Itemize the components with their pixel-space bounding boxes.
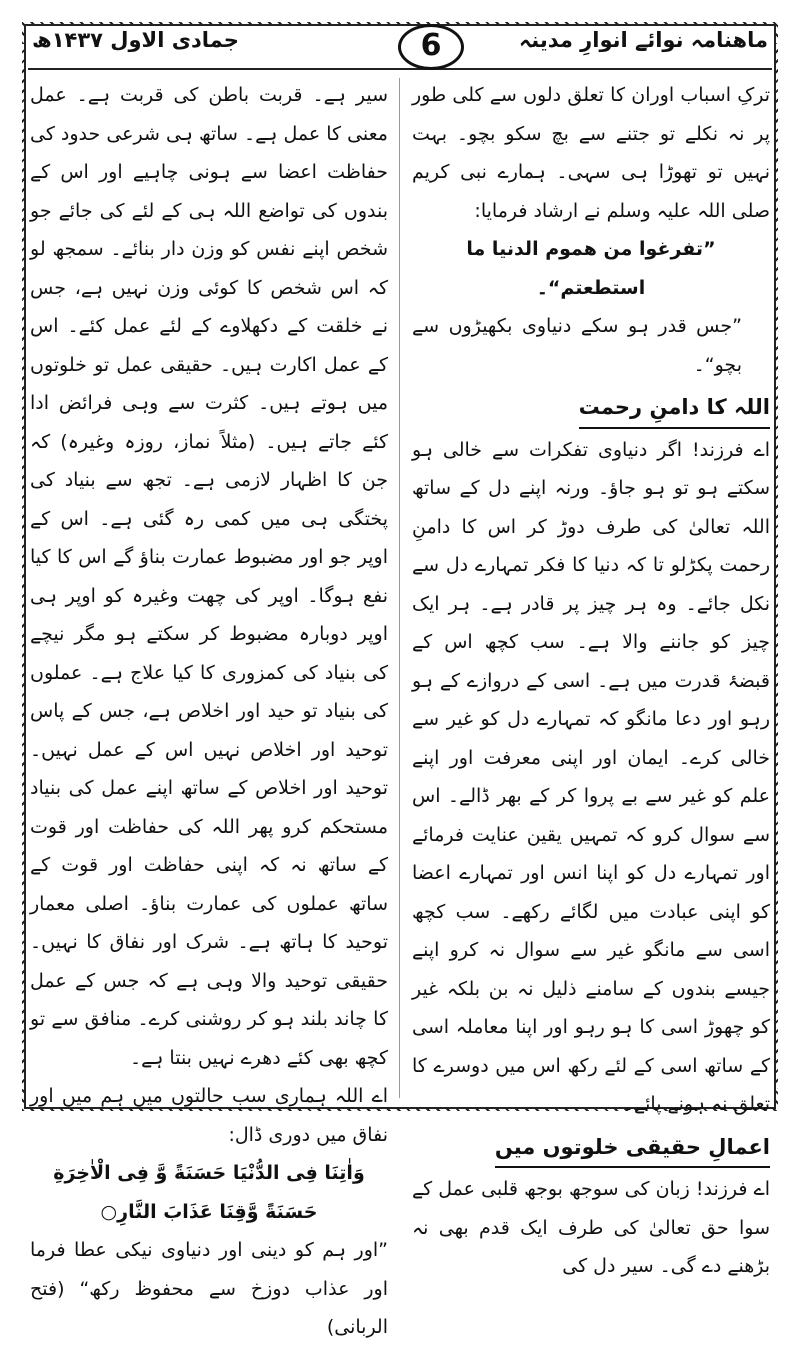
left-column [30,76,388,1347]
section-heading: اعمالِ حقیقی خلوتوں میں [495,1128,770,1169]
section-heading: اللہ کا دامنِ رحمت [579,388,770,429]
page-number: 6 [398,24,464,70]
quote-translation: ”جس قدر ہو سکے دنیاوی بکھیڑوں سے بچو“۔ [412,315,742,376]
paragraph: سیر ہے۔ قربت باطن کی قربت ہے۔ عمل معنی کا عمل ہے۔ ساتھ ہی شرعی حدود کی حفاظت اعضا سے ہونی چاہیے اور اس کے بندوں کی تواضع اللہ ہی کے لئے کی جائے جو شخص اپنے نفس کو وزن دار بنائے۔ سمجھ لو کہ اس شخص کا کوئی وزن نہیں ہے، جس نے خلقت کے دکھلاوے کے لئے عمل کئے۔ اس کے عمل اکارت ہیں۔ حقیقی عمل تو خلوتوں میں ہوتے ہیں۔ کثرت سے وہی فرائض ادا کئے جاتے ہیں۔ (مثلاً نماز، روزہ وغیرہ) کہ جن کا اظہار لازمی ہے۔ تجھ سے بنیاد کی پختگی ہی میں کمی رہ گئی ہے۔ اس کے اوپر جو اور مضبوط عمارت بناؤ گے اس کا کیا نفع ہوگا۔ اوپر کی چھت وغیرہ کو اوپر ہی اوپر دوبارہ مضبوط کر سکتے ہو مگر نیچے کی بنیاد کی کمزوری کا کیا علاج ہے۔ عملوں کی بنیاد تو حید اور اخلاص ہے، جس کے پاس توحید اور اخلاص نہیں اس کے عمل نہیں۔ توحید اور اخلاص کے ساتھ اپنے عمل کی بنیاد مستحکم کرو پھر اللہ کی حفاظت اور قوت کے ساتھ نہ کہ اپنی حفاظت اور قوت کے ساتھ عملوں کی عمارت بناؤ۔ اصلی معمار توحید کا ہاتھ ہے۔ شرک اور نفاق کا نہیں۔ حقیقی توحید والا وہی ہے کہ جس کے عمل کا چاند بلند ہو کر روشنی کرے۔ منافق سے تو کچھ بھی کئے دھرے نہیں بنتا ہے۔ [30,84,388,1069]
paragraph: اے اللہ ہماری سب حالتوں میں ہم میں اور نفاق میں دوری ڈال: [30,1085,388,1146]
arabic-verse-line: حَسَنَةً وَّقِنَا عَذَابَ النَّارِ○ [100,1200,318,1223]
verse-translation: ”اور ہم کو دینی اور دنیاوی نیکی عطا فرما اور عذاب دوزخ سے محفوظ رکھ“ (فتح الربانی) [30,1239,388,1338]
paragraph: اے فرزند! اگر دنیاوی تفکرات سے خالی ہو سکتے ہو تو ہو جاؤ۔ ورنہ اپنے دل کے ساتھ اللہ تعالیٰ کی طرف دوڑ کر اس کا دامنِ رحمت پکڑلو تا کہ دنیا کا فکر تمہارے دل سے نکل جائے۔ وہ ہر چیز پر قادر ہے۔ ہر ایک چیز کو جاننے والا ہے۔ سب کچھ اس کے قبضۂ قدرت میں ہے۔ اسی کے دروازے کے ہو رہو اور دعا مانگو کہ تمہارے دل کو غیر سے خالی کرے۔ ایمان اور اپنی معرفت اور اپنے علم کو غیر سے بے پروا کر کے بھر ڈالے۔ اس سے سوال کرو کہ تمہیں یقین عنایت فرمائے اور تمہارے دل کو اپنا انس اور تمہارے اعضا کو اپنی عبادت میں لگائے رکھے۔ سب کچھ اسی سے مانگو غیر سے سوال نہ کرو اپنے جیسے بندوں کے سامنے ذلیل نہ بن بلکہ غیر کو چھوڑ اسی کا ہو رہو اور اپنا معاملہ اسی کے ساتھ اسی کے لئے رکھ اس میں دوسرے کا تعلق نہ ہونے پائے۔ [412,438,770,1115]
column-divider [399,78,400,1098]
issue-date: جمادی الاول ۱۴۳۷ھ [32,28,239,52]
paragraph: ترکِ اسباب اوران کا تعلق دلوں سے کلی طور پر نہ نکلے تو جتنے سے بچ سکو بچو۔ بہت نہیں تو تھوڑا ہی سہی۔ ہمارے نبی کریم صلی اللہ علیہ وسلم نے ارشاد فرمایا: [412,84,770,222]
arabic-quote: ”تفرغوا من هموم الدنيا ما استطعتم“۔ [466,238,716,299]
paragraph: اے فرزند! زبان کی سوجھ بوجھ قلبی عمل کے سوا حق تعالیٰ کی طرف ایک قدم بھی نہ بڑھنے دے گی۔ سیر دل کی [412,1178,770,1277]
right-column [412,76,770,1286]
arabic-verse-line: وَاٰتِنَا فِی الدُّنْيَا حَسَنَةً وَّ فِی الْاٰخِرَةِ [53,1162,365,1184]
magazine-title: ماهنامہ نوائے انوارِ مدینہ [518,28,768,52]
page-header [28,26,772,70]
